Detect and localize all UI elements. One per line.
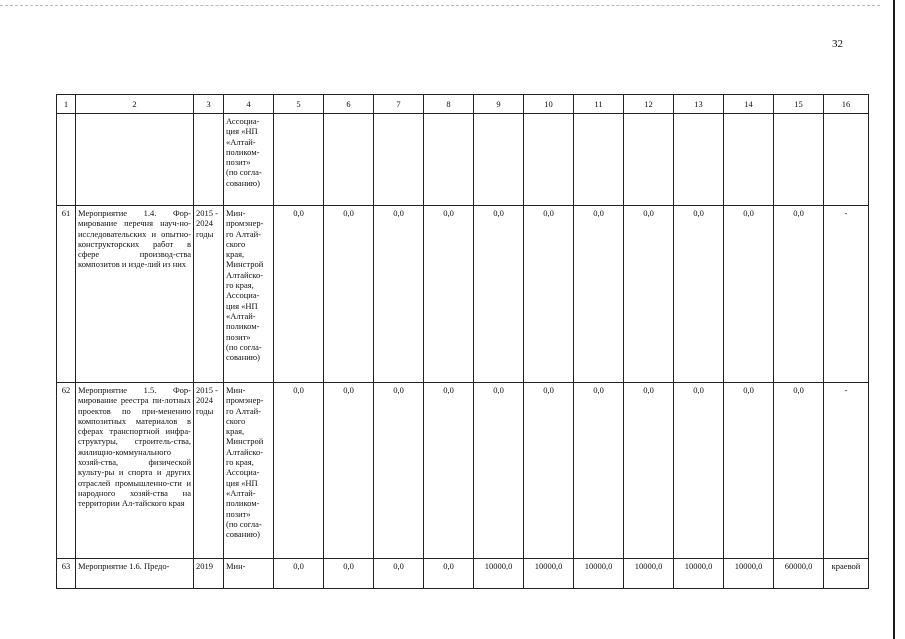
value-cell: 0,0	[774, 206, 824, 383]
value-cell: 0,0	[424, 383, 474, 559]
executor: Мин-	[224, 559, 274, 589]
measure-name: Мероприятие 1.6. Предо-	[76, 559, 194, 589]
period: 2019	[194, 559, 224, 589]
value-cell: 10000,0	[624, 559, 674, 589]
row-number	[57, 114, 76, 206]
column-header: 2	[76, 95, 194, 114]
funding-source	[824, 114, 869, 206]
value-cell: 10000,0	[474, 559, 524, 589]
column-header: 15	[774, 95, 824, 114]
executor: Ассоциа- ция «НП «Алтай- поликом- позит» (по согла- сованию)	[224, 114, 274, 206]
value-cell	[474, 114, 524, 206]
value-cell: 0,0	[274, 383, 324, 559]
funding-source: -	[824, 383, 869, 559]
value-cell	[324, 114, 374, 206]
value-cell	[524, 114, 574, 206]
column-header: 4	[224, 95, 274, 114]
column-header: 14	[724, 95, 774, 114]
period: 2015 - 2024 годы	[194, 383, 224, 559]
column-header: 8	[424, 95, 474, 114]
value-cell	[424, 114, 474, 206]
column-header: 5	[274, 95, 324, 114]
scan-top-edge	[0, 5, 880, 6]
value-cell: 0,0	[524, 206, 574, 383]
column-header: 12	[624, 95, 674, 114]
value-cell: 0,0	[424, 559, 474, 589]
table-header-row	[57, 95, 869, 114]
table-row	[57, 206, 869, 383]
row-number: 63	[57, 559, 76, 589]
row-number: 62	[57, 383, 76, 559]
value-cell: 0,0	[474, 383, 524, 559]
executor: Мин- промэнер- го Алтай- ского края, Минстрой Алтайско- го края, Ассоциа- ция «НП «Алтай- поликом- позит» (по согла- сованию)	[224, 383, 274, 559]
value-cell	[274, 114, 324, 206]
value-cell: 60000,0	[774, 559, 824, 589]
value-cell: 0,0	[374, 206, 424, 383]
page-number: 32	[832, 38, 843, 50]
value-cell: 0,0	[574, 383, 624, 559]
value-cell: 0,0	[324, 206, 374, 383]
value-cell: 0,0	[524, 383, 574, 559]
column-header: 9	[474, 95, 524, 114]
value-cell: 0,0	[574, 206, 624, 383]
table-row	[57, 114, 869, 206]
row-number: 61	[57, 206, 76, 383]
value-cell	[724, 114, 774, 206]
column-header: 6	[324, 95, 374, 114]
value-cell: 0,0	[674, 206, 724, 383]
value-cell: 0,0	[724, 383, 774, 559]
table-row	[57, 559, 869, 589]
column-header: 7	[374, 95, 424, 114]
measure-name: Мероприятие 1.4. Фор-мирование перечня науч-но-исследовательских и опытно-конструкторских работ в сфере производ-ства композитов и изде-лий из них	[76, 206, 194, 383]
value-cell: 0,0	[324, 383, 374, 559]
value-cell: 0,0	[474, 206, 524, 383]
measure-name	[76, 114, 194, 206]
table-row	[57, 383, 869, 559]
funding-source: краевой	[824, 559, 869, 589]
measure-name: Мероприятие 1.5. Фор-мирование реестра пи-лотных проектов по при-менению композитных материалов в сферах транспортной инфра-структуры, строитель-ства, жилищно-коммунального хозяй-ства, физической культу-ры и спорта и других отраслей промышленно-сти и народного хозяй-ства на территории Ал-тайского края	[76, 383, 194, 559]
value-cell	[774, 114, 824, 206]
column-header: 16	[824, 95, 869, 114]
scan-right-edge	[893, 0, 895, 639]
value-cell: 0,0	[324, 559, 374, 589]
value-cell	[574, 114, 624, 206]
value-cell: 0,0	[274, 206, 324, 383]
value-cell: 0,0	[724, 206, 774, 383]
column-header: 13	[674, 95, 724, 114]
value-cell	[624, 114, 674, 206]
value-cell	[374, 114, 424, 206]
executor: Мин- промэнер- го Алтай- ского края, Минстрой Алтайско- го края, Ассоциа- ция «НП «Алтай- поликом- позит» (по согла- сованию)	[224, 206, 274, 383]
value-cell: 0,0	[624, 206, 674, 383]
value-cell: 0,0	[774, 383, 824, 559]
period	[194, 114, 224, 206]
funding-source: -	[824, 206, 869, 383]
value-cell: 0,0	[674, 383, 724, 559]
column-header: 3	[194, 95, 224, 114]
column-header: 10	[524, 95, 574, 114]
column-header: 1	[57, 95, 76, 114]
value-cell: 10000,0	[574, 559, 624, 589]
value-cell: 0,0	[624, 383, 674, 559]
budget-table	[56, 94, 869, 589]
value-cell: 10000,0	[674, 559, 724, 589]
value-cell: 0,0	[374, 383, 424, 559]
period: 2015 - 2024 годы	[194, 206, 224, 383]
value-cell: 10000,0	[724, 559, 774, 589]
column-header: 11	[574, 95, 624, 114]
value-cell	[674, 114, 724, 206]
value-cell: 0,0	[424, 206, 474, 383]
value-cell: 0,0	[374, 559, 424, 589]
value-cell: 0,0	[274, 559, 324, 589]
value-cell: 10000,0	[524, 559, 574, 589]
